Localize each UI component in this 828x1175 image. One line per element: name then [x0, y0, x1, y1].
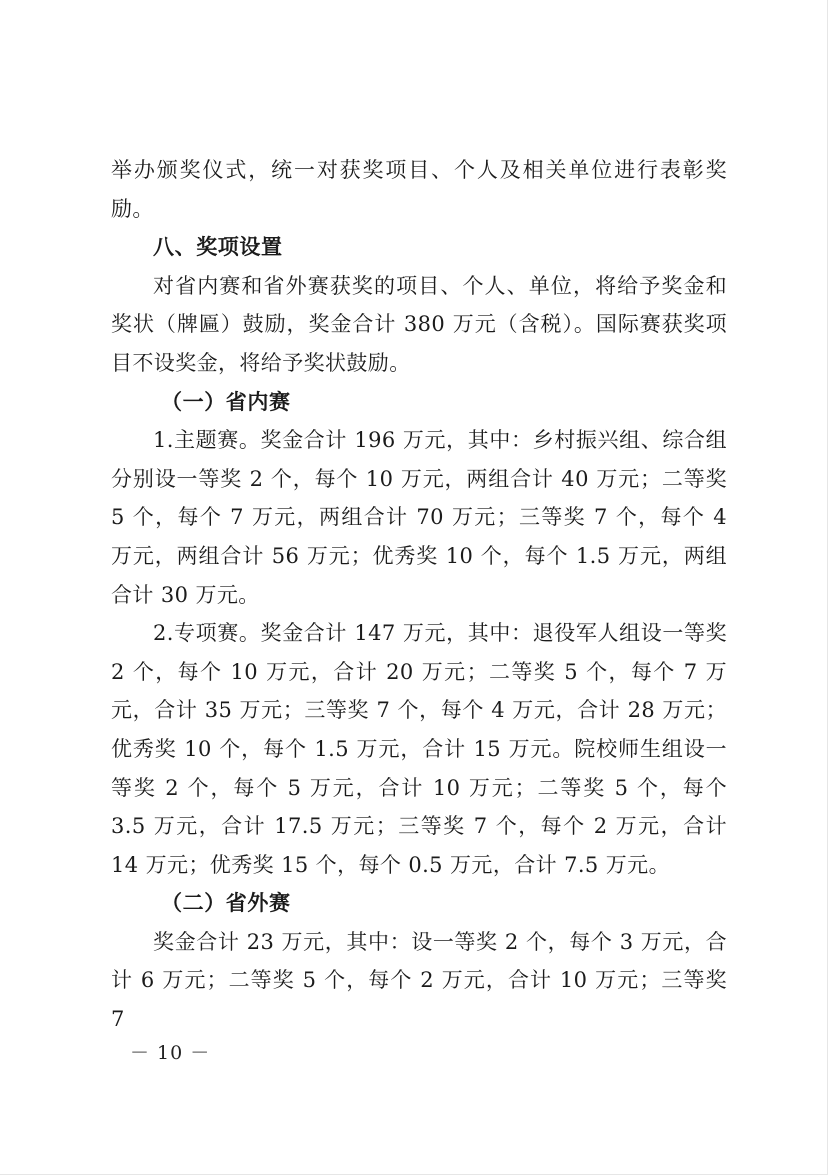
page-number: － 10 －	[130, 1042, 211, 1064]
paragraph-theme-contest: 1.主题赛。奖金合计 196 万元，其中：乡村振兴组、综合组分别设一等奖 2 个，每个 10 万元，两组合计 40 万元；二等奖 5 个，每个 7 万元，两组合计 70 万元；三等奖 7 个，每个 4 万元，两组合计 56 万元；优秀奖 10 个，每个 1.5 万元，两组合计 30 万元。	[111, 428, 727, 607]
paragraph-special-contest: 2.专项赛。奖金合计 147 万元，其中：退役军人组设一等奖 2 个，每个 10 万元，合计 20 万元；二等奖 5 个，每个 7 万元，合计 35 万元；三等奖 7 个，每个 4 万元，合计 28 万元；优秀奖 10 个，每个 1.5 万元，合计 15 万元。院校师生组设一等奖 2 个，每个 5 万元，合计 10 万元；二等奖 5 个，每个 3.5 万元，合计 17.5 万元；三等奖 7 个，每个 2 万元，合计 14 万元；优秀奖 15 个，每个 0.5 万元，合计 7.5 万元。	[111, 621, 727, 877]
document-body	[111, 151, 727, 1039]
subheading-in-province: （一）省内赛	[161, 388, 291, 414]
paragraph-awards-overview: 对省内赛和省外赛获奖的项目、个人、单位，将给予奖金和奖状（牌匾）鼓励，奖金合计 380 万元（含税）。国际赛获奖项目不设奖金，将给予奖状鼓励。	[111, 273, 727, 375]
paragraph-out-of-province-prizes: 奖金合计 23 万元，其中：设一等奖 2 个，每个 3 万元，合计 6 万元；二等奖 5 个，每个 2 万元，合计 10 万元；三等奖 7	[111, 929, 727, 1032]
section-heading-awards: 八、奖项设置	[153, 235, 283, 260]
paragraph-ceremony: 举办颁奖仪式，统一对获奖项目、个人及相关单位进行表彰奖励。	[111, 158, 727, 221]
subheading-out-of-province: （二）省外赛	[161, 890, 291, 916]
